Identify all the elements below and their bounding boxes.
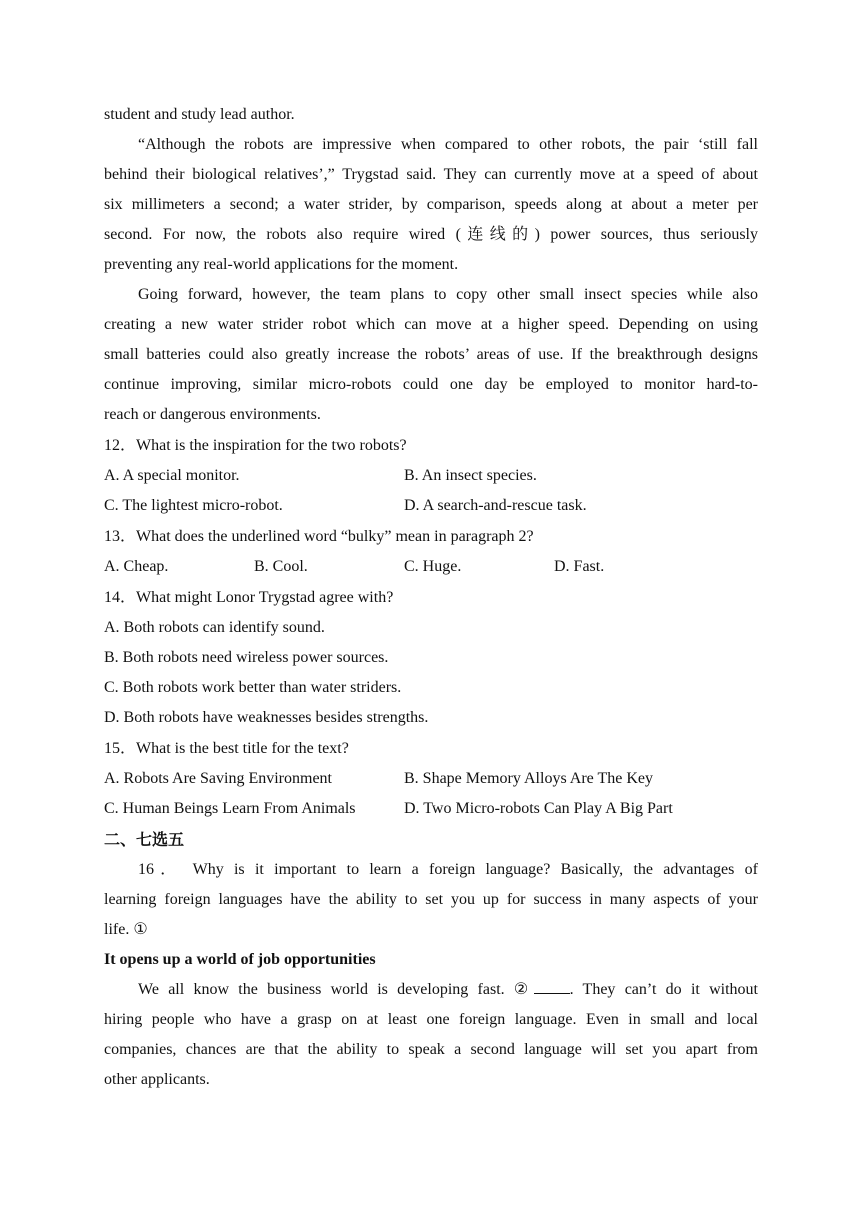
passage-line: “Although the robots are impressive when compared to other robots, the pair ‘still fall	[138, 136, 758, 153]
option-b[interactable]: B. Both robots need wireless power sources.	[104, 649, 389, 666]
passage-line: continue improving, similar micro-robots could one day be employed to monitor hard-to-	[104, 376, 758, 393]
option-row	[104, 764, 758, 794]
option-a[interactable]: A. Robots Are Saving Environment	[104, 770, 332, 787]
option-c[interactable]: C. The lightest micro-robot.	[104, 497, 283, 514]
question-stem: 14．What might Lonor Trygstad agree with?	[104, 589, 394, 606]
option-a[interactable]: A. Both robots can identify sound.	[104, 619, 325, 636]
answer-blank[interactable]	[534, 979, 570, 994]
option-row	[104, 613, 758, 643]
passage-line: reach or dangerous environments.	[104, 406, 321, 423]
paragraph-line	[104, 975, 758, 1005]
passage-line: small batteries could also greatly increase the robots’ areas of use. If the breakthrough designs	[104, 346, 758, 363]
option-d[interactable]: D. A search-and-rescue task.	[404, 497, 587, 514]
paragraph-line: hiring people who have a grasp on at least one foreign language. Even in small and local	[104, 1011, 758, 1028]
passage-line: second. For now, the robots also require wired (连线的) power sources, thus seriously	[104, 226, 758, 243]
option-c[interactable]: C. Huge.	[404, 558, 462, 575]
paragraph-line: companies, chances are that the ability to speak a second language will set you apart from	[104, 1041, 758, 1058]
option-d[interactable]: D. Fast.	[554, 558, 605, 575]
section-intro-line: life. ①	[104, 921, 148, 938]
option-row	[104, 552, 758, 582]
document-content	[104, 100, 758, 1095]
section-intro-line: 16． Why is it important to learn a foreign language? Basically, the advantages of	[138, 861, 758, 878]
option-b[interactable]: B. Cool.	[254, 558, 308, 575]
option-c[interactable]: C. Human Beings Learn From Animals	[104, 800, 356, 817]
option-d[interactable]: D. Two Micro-robots Can Play A Big Part	[404, 800, 673, 817]
section-heading: 二、七选五	[104, 830, 185, 849]
passage-line: creating a new water strider robot which can move at a higher speed. Depending on using	[104, 316, 758, 333]
option-row	[104, 461, 758, 491]
option-d[interactable]: D. Both robots have weaknesses besides strengths.	[104, 709, 429, 726]
subheading: It opens up a world of job opportunities	[104, 951, 376, 968]
option-row	[104, 491, 758, 521]
section-intro-line: learning foreign languages have the ability to set you up for success in many aspects of your	[104, 891, 758, 908]
option-a[interactable]: A. A special monitor.	[104, 467, 240, 484]
passage-line: six millimeters a second; a water strider, by comparison, speeds along at about a meter per	[104, 196, 758, 213]
paragraph-text: We all know the business world is developing fast. ②	[138, 981, 534, 998]
passage-line: preventing any real-world applications for the moment.	[104, 256, 459, 273]
question-stem: 13．What does the underlined word “bulky” mean in paragraph 2?	[104, 528, 534, 545]
option-row	[104, 673, 758, 703]
paragraph-text: . They can’t do it without	[569, 981, 759, 998]
option-b[interactable]: B. Shape Memory Alloys Are The Key	[404, 770, 654, 787]
option-row	[104, 703, 758, 733]
option-a[interactable]: A. Cheap.	[104, 558, 169, 575]
option-c[interactable]: C. Both robots work better than water striders.	[104, 679, 402, 696]
passage-line: behind their biological relatives’,” Trygstad said. They can currently move at a speed of about	[104, 166, 758, 183]
option-b[interactable]: B. An insect species.	[404, 467, 537, 484]
passage-line: Going forward, however, the team plans to copy other small insect species while also	[138, 286, 758, 303]
question-stem: 15．What is the best title for the text?	[104, 740, 349, 757]
option-row	[104, 643, 758, 673]
option-row	[104, 794, 758, 824]
question-stem: 12．What is the inspiration for the two robots?	[104, 437, 407, 454]
paragraph-line: other applicants.	[104, 1071, 210, 1088]
passage-line: student and study lead author.	[104, 106, 295, 123]
